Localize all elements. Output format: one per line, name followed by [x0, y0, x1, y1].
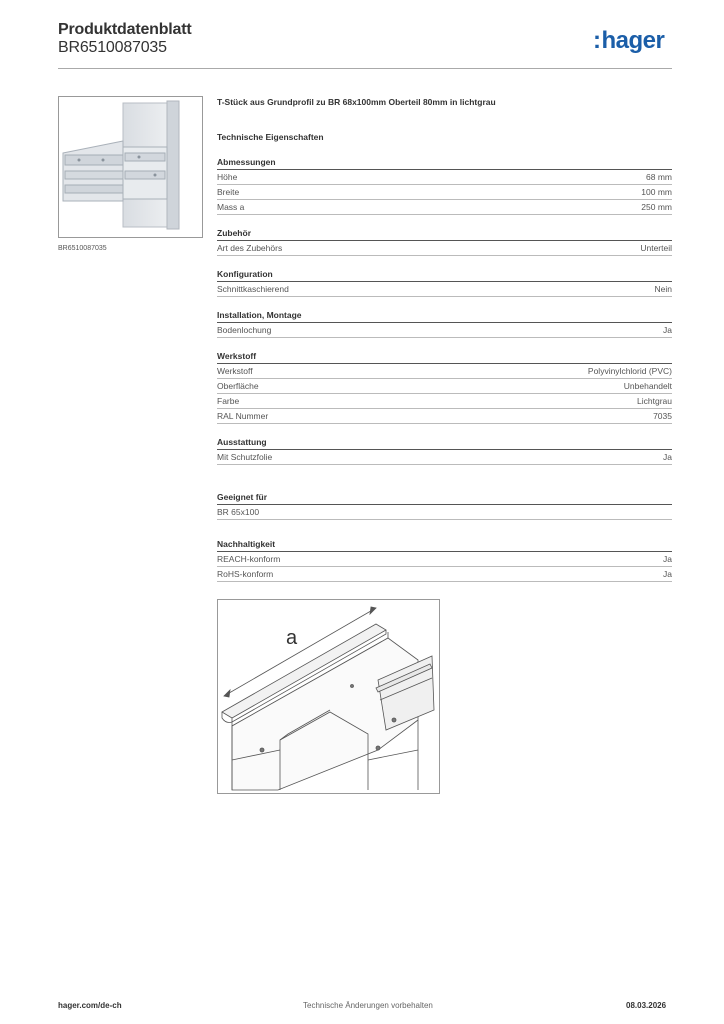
row-value: 7035 — [653, 411, 672, 421]
page-title: Produktdatenblatt — [58, 21, 192, 38]
row-label: Mit Schutzfolie — [217, 452, 273, 462]
row-label: Breite — [217, 187, 240, 197]
spec-row — [217, 409, 672, 424]
footer-website-link[interactable]: hager.com/de-ch — [58, 1001, 122, 1010]
row-label: RoHS-konform — [217, 569, 274, 579]
spec-row — [217, 394, 672, 409]
spec-row — [217, 170, 672, 185]
row-label: REACH-konform — [217, 554, 281, 564]
footer-date: 08.03.2026 — [626, 1001, 667, 1010]
row-label: Mass a — [217, 202, 245, 212]
section-heading: Geeignet für — [217, 491, 672, 505]
row-label: Werkstoff — [217, 366, 253, 376]
row-label: Höhe — [217, 172, 238, 182]
row-label: Art des Zubehörs — [217, 243, 283, 253]
section-heading: Nachhaltigkeit — [217, 538, 672, 552]
row-label: Schnittkaschierend — [217, 284, 289, 294]
section-sustainability — [217, 538, 672, 582]
row-label: Farbe — [217, 396, 240, 406]
row-value: Lichtgrau — [637, 396, 672, 406]
logo-text: hager — [601, 27, 665, 54]
spec-row — [217, 505, 672, 520]
row-label: Oberfläche — [217, 381, 259, 391]
row-value: Nein — [654, 284, 672, 294]
spec-section — [217, 156, 672, 215]
section-suitable — [217, 491, 672, 520]
product-photo — [58, 96, 203, 238]
row-label: RAL Nummer — [217, 411, 269, 421]
row-value: Ja — [663, 569, 672, 579]
spec-content — [217, 95, 672, 619]
photo-caption: BR6510087035 — [58, 245, 107, 252]
spec-row — [217, 185, 672, 200]
spec-section — [217, 227, 672, 256]
hager-logo[interactable]: :hager — [593, 27, 665, 54]
section-heading: Ausstattung — [217, 436, 672, 450]
footer-disclaimer: Technische Änderungen vorbehalten — [303, 1001, 433, 1010]
row-label: BR 65x100 — [217, 507, 260, 517]
spec-row — [217, 379, 672, 394]
row-value: 68 mm — [646, 172, 672, 182]
section-heading: Konfiguration — [217, 268, 672, 282]
section-heading: Werkstoff — [217, 350, 672, 364]
section-heading: Installation, Montage — [217, 309, 672, 323]
spec-row — [217, 364, 672, 379]
row-value: Polyvinylchlorid (PVC) — [587, 366, 672, 376]
row-value: Unterteil — [640, 243, 672, 253]
row-value: Ja — [663, 554, 672, 564]
header-divider — [58, 68, 672, 69]
product-code: BR6510087035 — [58, 39, 167, 56]
row-value: Ja — [663, 452, 672, 462]
spec-sections — [217, 156, 672, 465]
tech-heading: Technische Eigenschaften — [217, 132, 324, 142]
spec-section — [217, 350, 672, 424]
document-title: T-Stück aus Grundprofil zu BR 68x100mm Oberteil 80mm in lichtgrau — [217, 97, 496, 107]
spec-row — [217, 282, 672, 297]
spec-row — [217, 450, 672, 465]
spec-row — [217, 241, 672, 256]
row-value: Unbehandelt — [623, 381, 672, 391]
spec-row — [217, 200, 672, 215]
spec-row — [217, 323, 672, 338]
row-value: 250 mm — [641, 202, 672, 212]
technical-drawing — [217, 599, 440, 794]
row-value: 100 mm — [641, 187, 672, 197]
spec-row — [217, 552, 672, 567]
section-heading: Zubehör — [217, 227, 672, 241]
section-heading: Abmessungen — [217, 156, 672, 170]
spec-section — [217, 309, 672, 338]
dimension-label: a — [286, 627, 298, 649]
row-label: Bodenlochung — [217, 325, 272, 335]
row-value: Ja — [663, 325, 672, 335]
spec-section — [217, 268, 672, 297]
spec-section — [217, 436, 672, 465]
spec-row — [217, 567, 672, 582]
